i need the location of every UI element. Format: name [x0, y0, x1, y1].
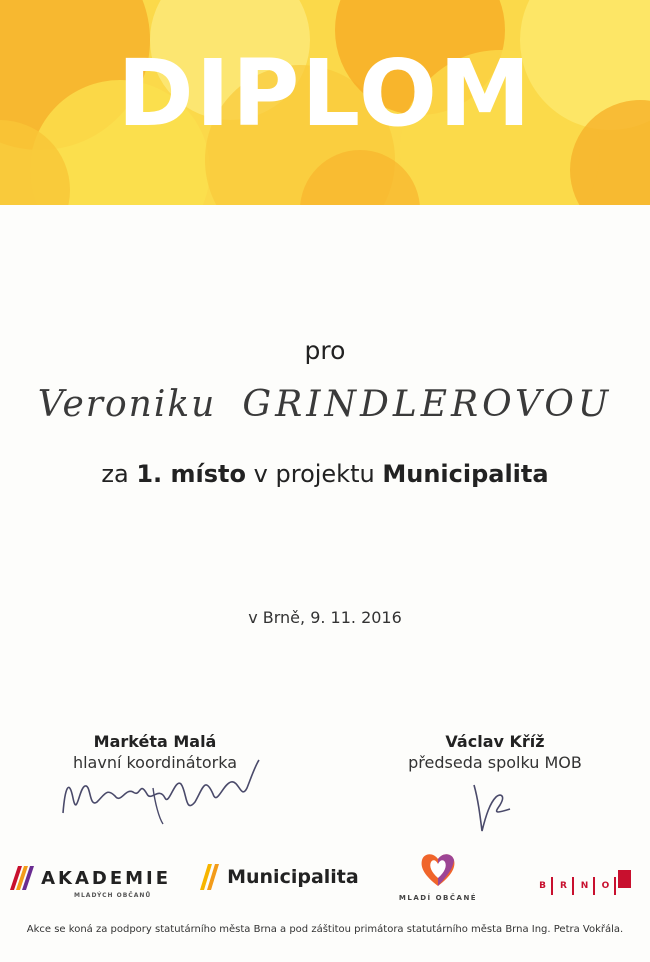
recipient-last-name: GRINDLEROVOU	[242, 384, 613, 425]
award-project: Municipalita	[382, 460, 549, 488]
mladi-obcane-heart-icon	[419, 850, 457, 888]
diploma-title: DIPLOM	[117, 40, 533, 147]
logo-municipalita	[200, 864, 359, 890]
brno-letter: B	[534, 877, 553, 895]
signature-left-image	[55, 758, 265, 828]
place-date: v Brně, 9. 11. 2016	[248, 608, 402, 627]
municipalita-name: Municipalita	[227, 866, 359, 888]
award-line	[0, 460, 650, 488]
signature-right-image	[470, 775, 520, 835]
brno-letter: N	[576, 877, 595, 895]
signatory-name: Václav Kříž	[445, 732, 545, 751]
brno-letter: O	[597, 877, 616, 895]
footer-note: Akce se koná za podpory statutárního města Brna a pod záštitou primátora statutárního města Brna Ing. Petra Vokřála.	[26, 924, 624, 935]
recipient-name	[0, 384, 650, 425]
recipient-first-name: Veroniku	[37, 384, 217, 425]
signatory-role: předseda spolku MOB	[408, 753, 582, 772]
award-prefix: za	[101, 460, 129, 488]
award-place: 1. místo	[136, 460, 247, 488]
partner-logos	[0, 850, 650, 910]
municipalita-stripes-icon	[200, 864, 222, 890]
signatory-role: hlavní koordinátorka	[72, 753, 238, 772]
signatory-name: Markéta Malá	[93, 732, 217, 751]
logo-akademie	[10, 866, 172, 899]
diploma-banner	[0, 0, 650, 205]
mladi-obcane-name: MLADÍ OBČANÉ	[398, 894, 478, 902]
pro-label: pro	[304, 336, 346, 365]
akademie-stripes-icon	[10, 866, 36, 890]
brno-red-block	[618, 870, 631, 888]
akademie-subtitle: MLADÝCH OBČANŮ	[74, 892, 152, 899]
award-middle: v projektu	[253, 460, 375, 488]
logo-brno	[534, 870, 633, 895]
logo-mladi-obcane	[398, 850, 478, 902]
signatory-right	[380, 732, 610, 772]
akademie-name: AKADEMIE	[41, 867, 172, 889]
brno-letter: R	[555, 877, 574, 895]
